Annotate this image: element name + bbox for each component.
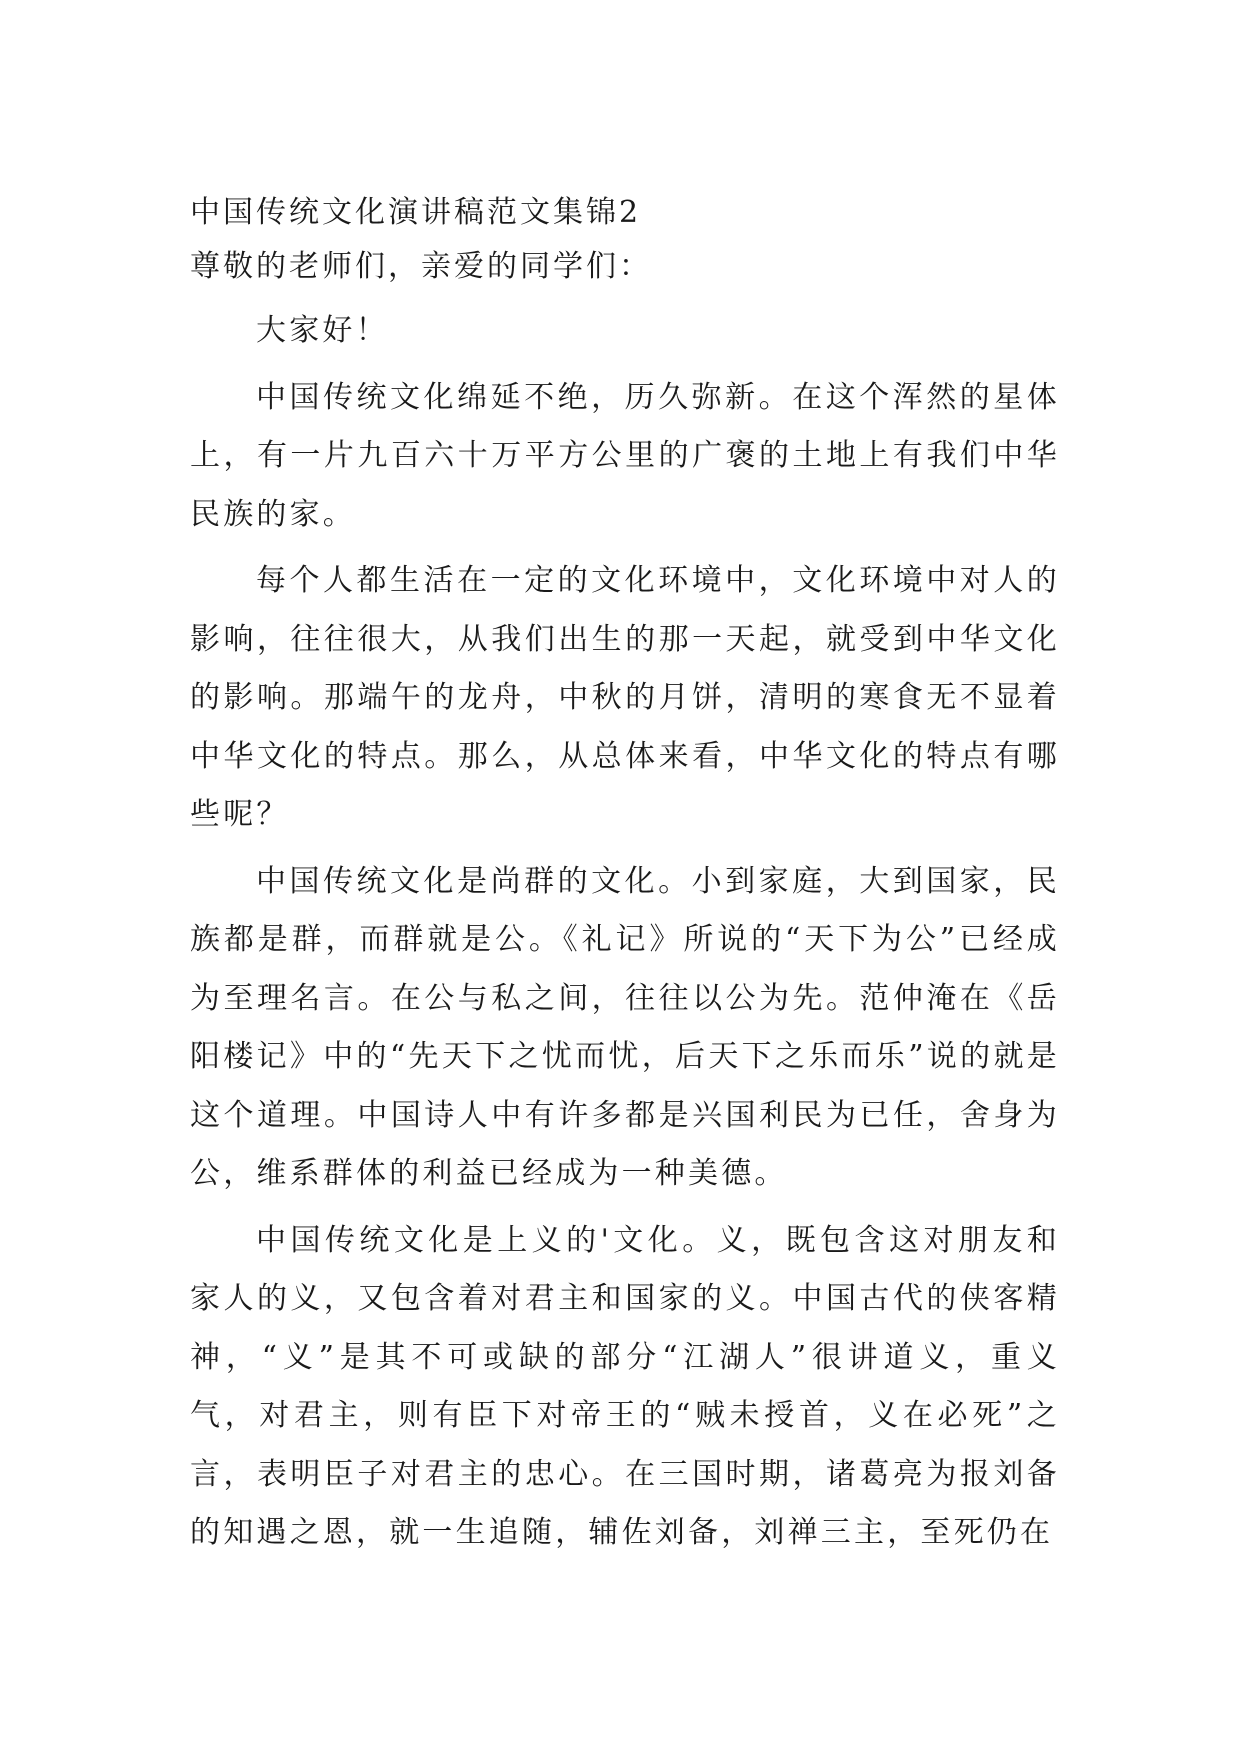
document-title: 中国传统文化演讲稿范文集锦2	[190, 195, 642, 230]
paragraph-greeting: 大家好！	[256, 313, 389, 348]
paragraph-4: 中国传统文化是上义的'文化。义，既包含这对朋友和家人的义，又包含着对君主和国家的义。中国古代的侠客精神，“义”是其不可或缺的部分“江湖人”很讲道义，重义气，对君主，则有臣下对帝王的“贼未授首，义在必死”之言，表明臣子对君主的忠心。在三国时期，诸葛亮为报刘备的知遇之恩，就一生追随，辅佐刘备，刘禅三主，至死仍在	[190, 1222, 1060, 1550]
paragraph-1: 中国传统文化绵延不绝，历久弥新。在这个浑然的星体上，有一片九百六十万平方公里的广褒的土地上有我们中华民族的家。	[190, 379, 1060, 532]
paragraph-3: 中国传统文化是尚群的文化。小到家庭，大到国家，民族都是群，而群就是公。《礼记》所说的“天下为公”已经成为至理名言。在公与私之间，往往以公为先。范仲淹在《岳阳楼记》中的“先天下之忧而忧，后天下之乐而乐”说的就是这个道理。中国诗人中有许多都是兴国利民为已任，舍身为公，维系群体的利益已经成为一种美德。	[190, 863, 1060, 1191]
salutation: 尊敬的老师们，亲爱的同学们：	[190, 249, 652, 284]
document-body	[190, 186, 1060, 1571]
paragraph-2: 每个人都生活在一定的文化环境中，文化环境中对人的影响，往往很大，从我们出生的那一天起，就受到中华文化的影响。那端午的龙舟，中秋的月饼，清明的寒食无不显着中华文化的特点。那么，从总体来看，中华文化的特点有哪些呢？	[190, 563, 1060, 832]
